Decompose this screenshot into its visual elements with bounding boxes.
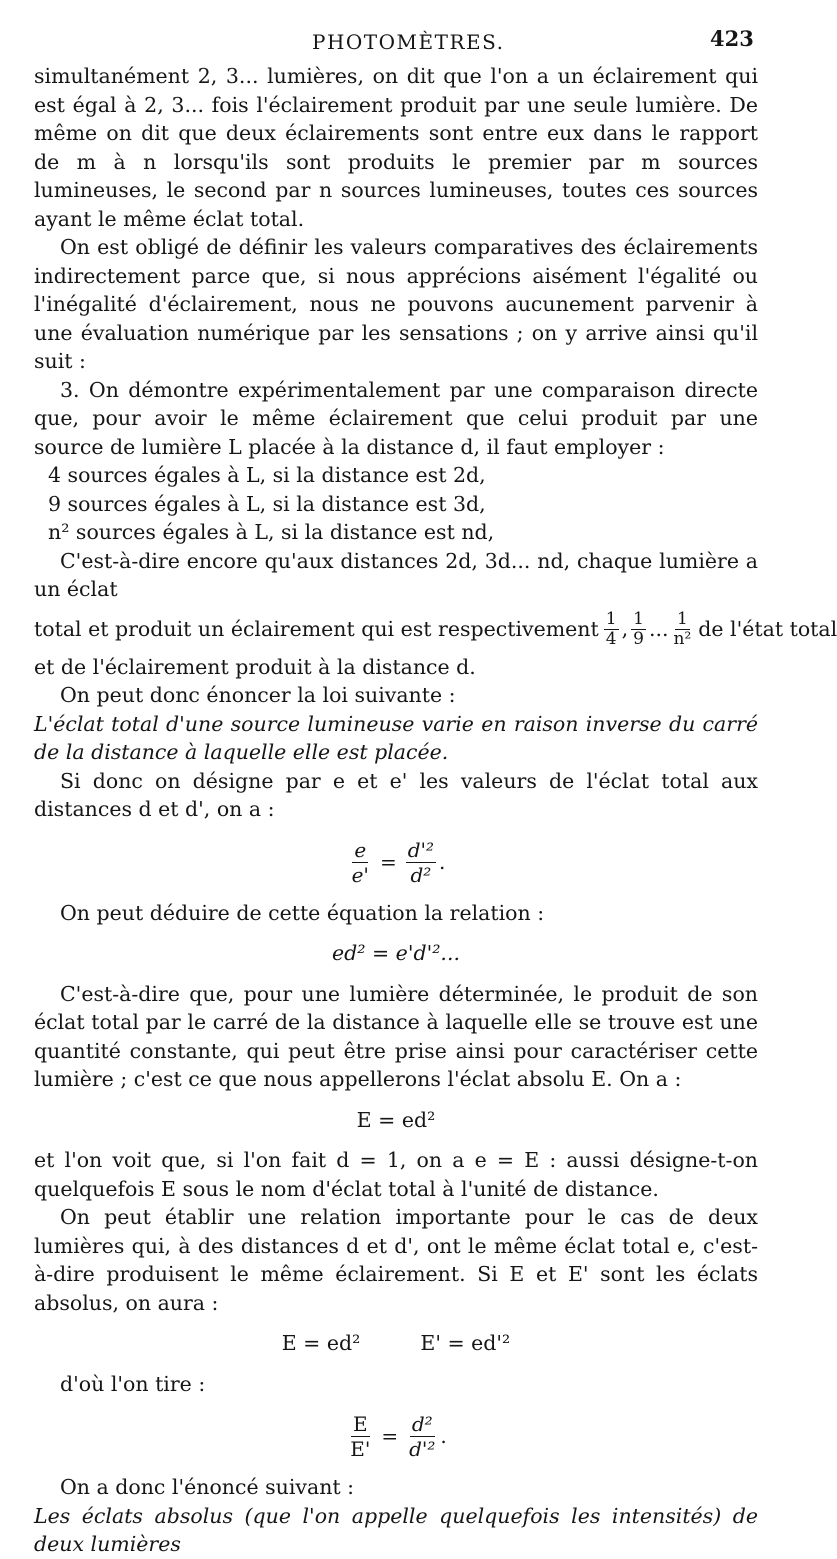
paragraph-13: d'où l'on tire : <box>60 1371 206 1396</box>
paragraph-5-trail: de l'état total <box>698 616 837 641</box>
body-text <box>34 62 837 1559</box>
paragraph-12: On peut établir une relation importante pour le cas de deux lumières qui, à des distances d et d', ont le même éclat total e, c'est-à-dire produisent le même éclairement. Si E et E' sont les éclats absolus, on aura : <box>34 1205 758 1315</box>
page-header <box>0 26 800 60</box>
equation-1-lhs: $\frac{e}{e'}$ <box>351 837 369 887</box>
equation-5-lhs: $\frac{E}{E'}$ <box>350 1412 371 1461</box>
paragraph-8: Si donc on désigne par e et e' les valeurs de l'éclat total aux distances d et d', on a : <box>34 768 758 821</box>
fraction: $\frac{1}{9}$ <box>633 608 644 649</box>
paragraph-1: simultanément 2, 3... lumières, on dit que l'on a un éclairement qui est égal à 2, 3... fois l'éclairement produit par une seule lumière. De même on dit que deux éclairements sont entre eux dans le rapport de m à n lorsqu'ils sont produits le premier par m sources lumineuses, le second par n sources lumineuses, toutes ces sources ayant le même éclat total. <box>34 64 758 231</box>
list-item: n² sources égales à L, si la distance est nd, <box>48 520 495 544</box>
fraction-separator: , <box>621 616 629 641</box>
running-title: PHOTOMÈTRES. <box>312 30 505 54</box>
fraction: $\frac{1}{\text{n²}}$ <box>673 608 692 649</box>
list-item: 9 sources égales à L, si la distance est 3d, <box>48 491 486 516</box>
list-item: 4 sources égales à L, si la distance est 2d, <box>48 463 486 487</box>
equation-4-left: E = ed² <box>281 1331 361 1355</box>
fraction-ellipsis: ... <box>648 616 669 641</box>
paragraph-4: C'est-à-dire encore qu'aux distances 2d, 3d... nd, chaque lumière a un éclat <box>34 548 758 601</box>
paragraph-11: et l'on voit que, si l'on fait d = 1, on a e = E : aussi désigne-t-on quelquefois E sous le nom d'éclat total à l'unité de distance. <box>34 1148 758 1201</box>
paragraph-2: On est obligé de définir les valeurs comparatives des éclairements indirectement parce que, si nous apprécions aisément l'égalité ou l'inégalité d'éclairement, nous ne pouvons aucunement parvenir à une évaluation numérique par les sensations ; on y arrive ainsi qu'il suit : <box>34 235 758 373</box>
paragraph-3: 3. On démontre expérimentalement par une comparaison directe que, pour avoir le même éclairement que celui produit par une source de lumière L placée à la distance d, il faut employer : <box>34 377 758 459</box>
paragraph-10: C'est-à-dire que, pour une lumière déterminée, le produit de son éclat total par le carré de la distance à laquelle elle se trouve est une quantité constante, qui peut être prise ainsi pour caractériser cette lumière ; c'est ce que nous appellerons l'éclat absolu E. On a : <box>34 981 758 1091</box>
law-statement: L'éclat total d'une source lumineuse varie en raison inverse du carré de la distance à laquelle elle est placée. <box>34 711 758 764</box>
equation-4-right: E' = ed'² <box>420 1331 511 1355</box>
paragraph-7: On peut donc énoncer la loi suivante : <box>60 683 456 707</box>
equation-2: ed² = e'd'²... <box>332 941 460 965</box>
fraction-list <box>601 610 697 649</box>
paragraph-15: Les éclats absolus (que l'on appelle quelquefois les intensités) de deux lumières <box>34 1503 758 1556</box>
paragraph-6: et de l'éclairement produit à la distance d. <box>34 654 476 679</box>
equation-3: E = ed² <box>356 1107 436 1132</box>
page-number: 423 <box>710 26 754 51</box>
paragraph-9: On peut déduire de cette équation la relation : <box>60 900 545 925</box>
equation-4 <box>34 1329 758 1358</box>
equation-1: $\frac{e}{e'}$ = $\frac{\text{d'²}}{\text{d²}}$ . <box>351 837 446 887</box>
equation-1-rhs: $\frac{\text{d'²}}{\text{d²}}$ <box>407 837 435 887</box>
paragraph-14: On a donc l'énoncé suivant : <box>60 1475 355 1499</box>
equation-5: $\frac{E}{E'}$ = $\frac{\text{d²}}{\text{d'²}}$ . <box>350 1412 447 1461</box>
fraction: $\frac{1}{4}$ <box>605 608 617 649</box>
equation-5-rhs: $\frac{\text{d²}}{\text{d'²}}$ <box>409 1412 436 1461</box>
paragraph-5 <box>34 608 837 649</box>
paragraph-5-lead: total et produit un éclairement qui est respectivement <box>34 616 599 641</box>
